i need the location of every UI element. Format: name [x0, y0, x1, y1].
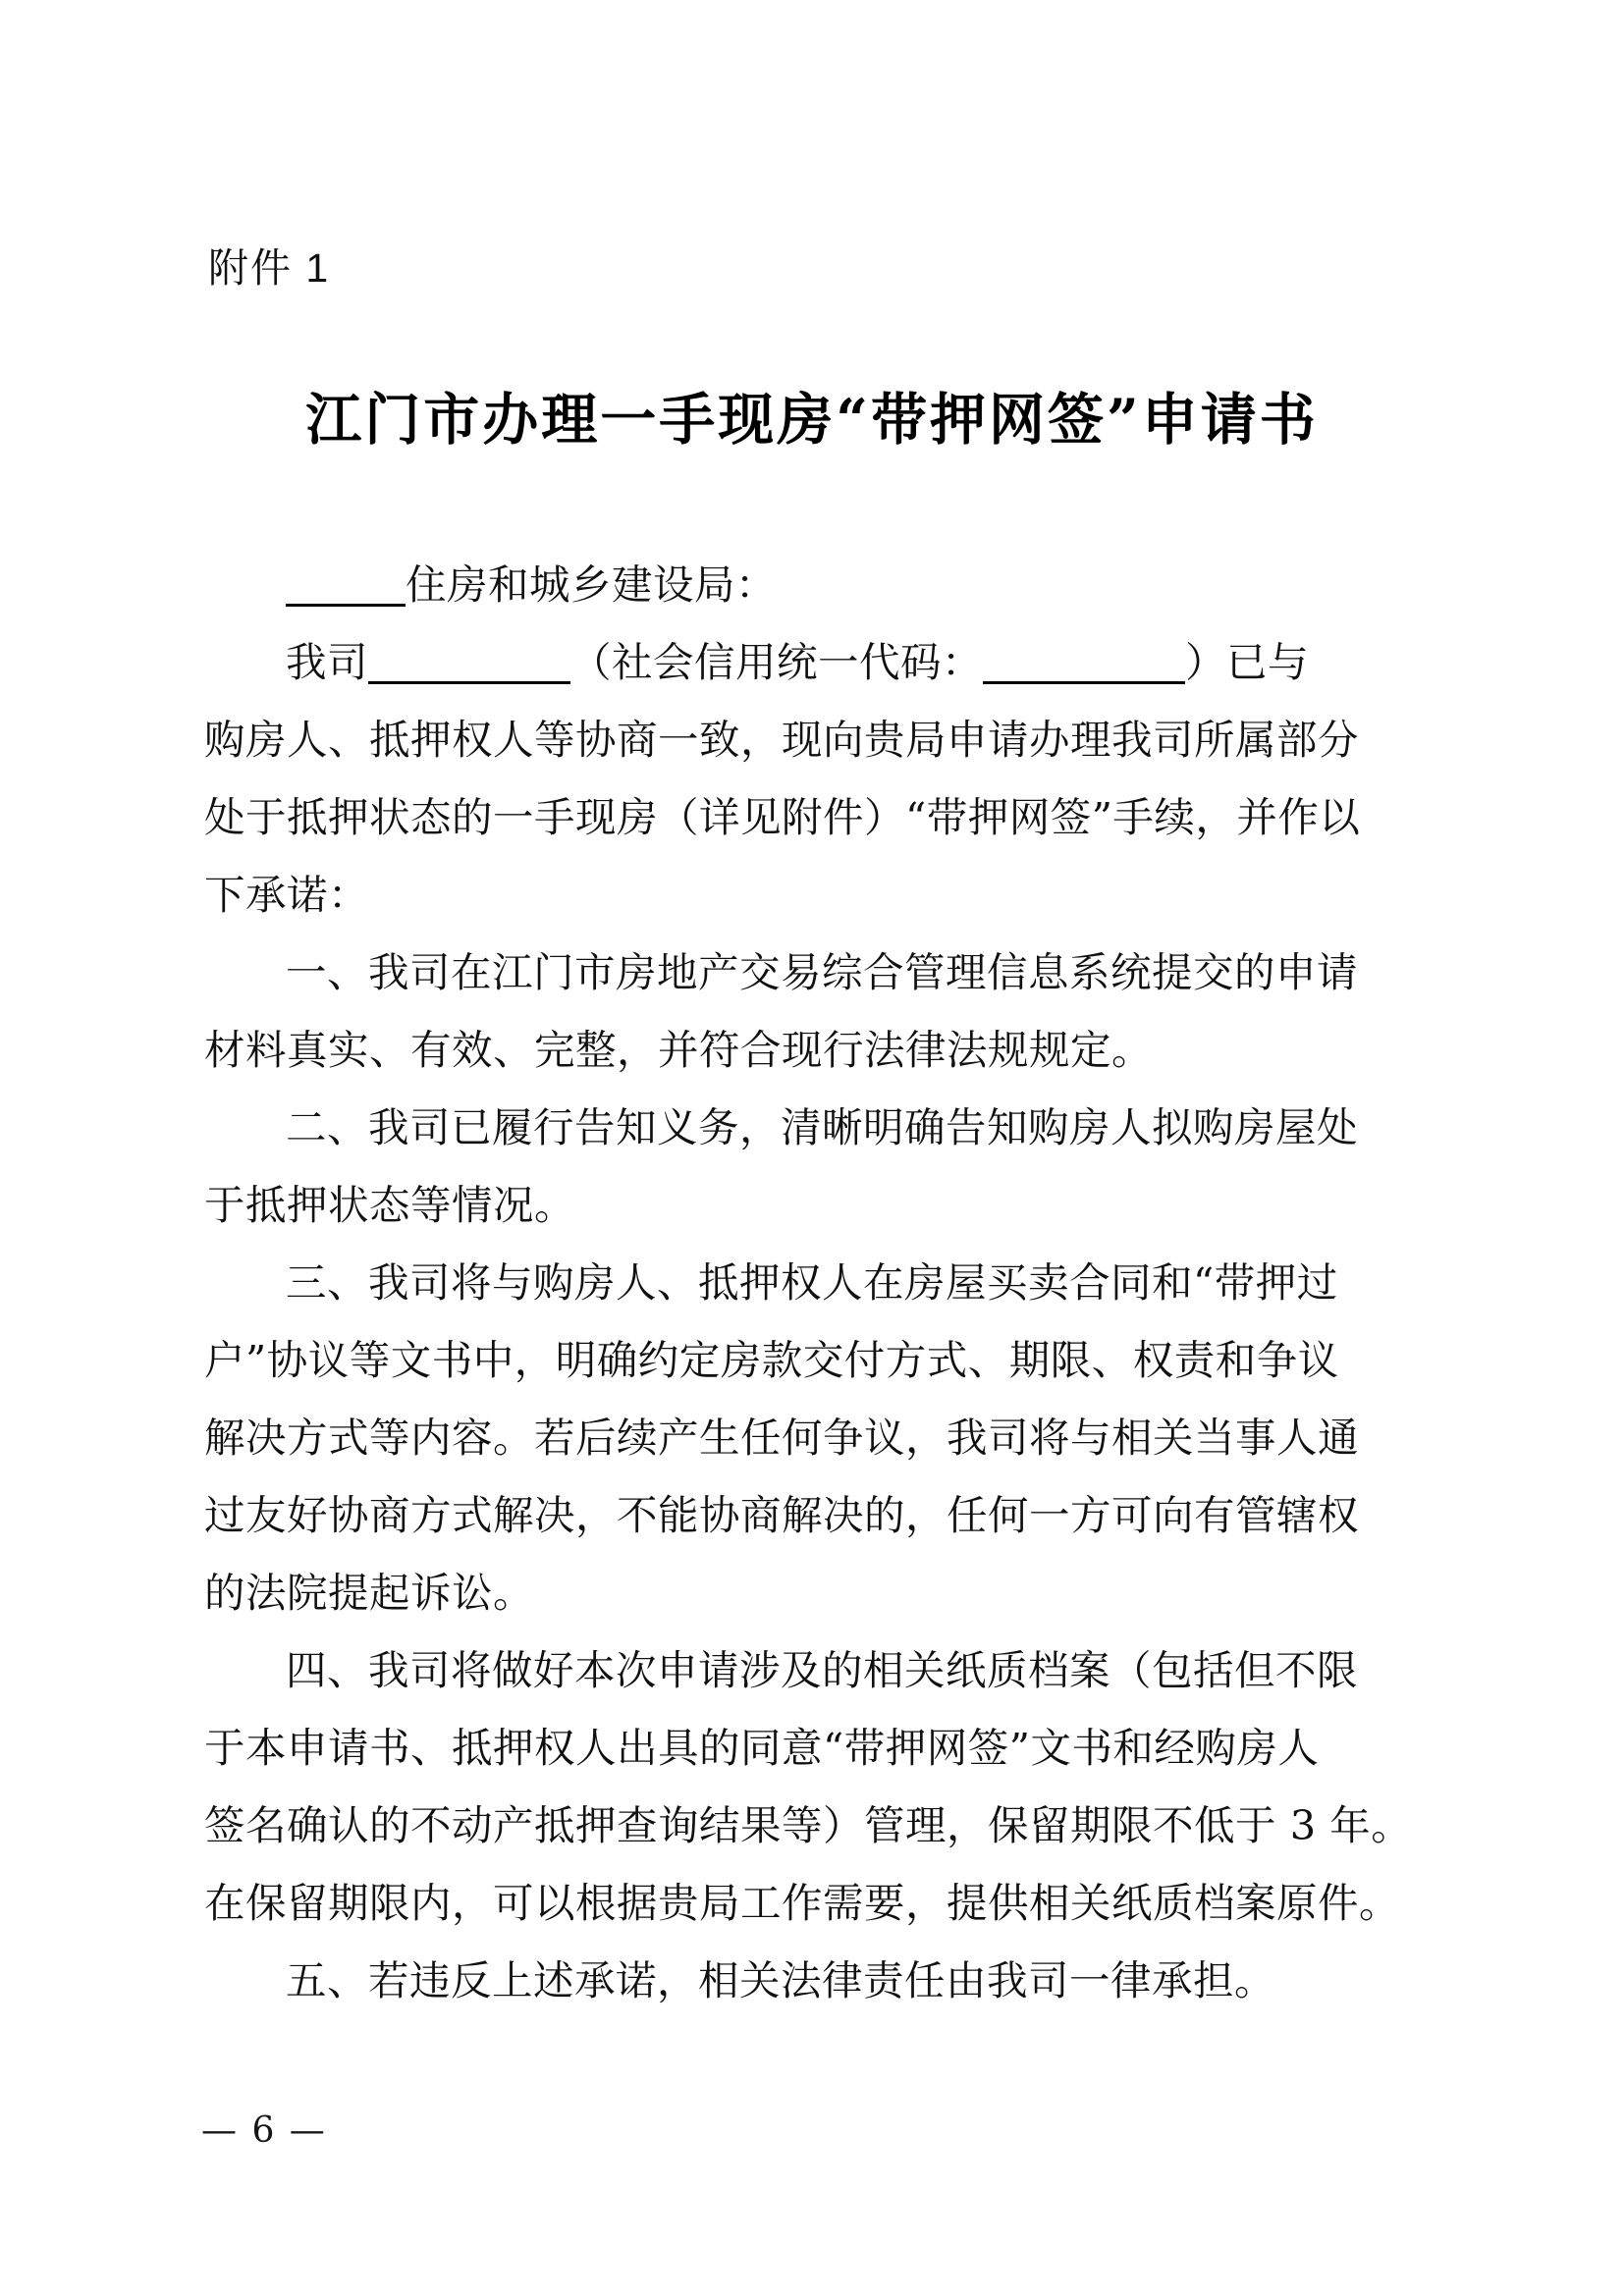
- addressee-blank[interactable]: [286, 570, 406, 607]
- preamble-line-2: 购房人、抵押权人等协商一致，现向贵局申请办理我司所属部分: [204, 716, 1360, 764]
- addressee-text: 住房和城乡建设局：: [406, 561, 778, 609]
- commitment-4-line-3: 签名确认的不动产抵押查询结果等）管理，保留期限不低于 3 年。: [204, 1801, 1413, 1849]
- commitment-4-line-4: 在保留期限内，可以根据贵局工作需要，提供相关纸质档案原件。: [204, 1879, 1401, 1927]
- attachment-label: 附件 1: [208, 245, 331, 291]
- preamble-line-4: 下承诺：: [204, 871, 370, 919]
- credit-code-label: （社会信用统一代码：: [570, 638, 984, 686]
- document-body: [204, 546, 1414, 2019]
- commitment-1-line-2: 材料真实、有效、完整，并符合现行法律法规规定。: [204, 1026, 1154, 1074]
- addressee-line: [204, 546, 1414, 623]
- commitment-3-line-3: 解决方式等内容。若后续产生任何争议，我司将与相关当事人通: [204, 1414, 1360, 1462]
- commitment-5-line-1: 五、若违反上述承诺，相关法律责任由我司一律承担。: [286, 1956, 1276, 2004]
- commitment-1-line-1: 一、我司在江门市房地产交易综合管理信息系统提交的申请: [286, 948, 1359, 996]
- commitment-2-line-2: 于抵押状态等情况。: [204, 1181, 576, 1229]
- page-number: — 6 —: [201, 2110, 327, 2151]
- commitment-3-line-2: 户”协议等文书中，明确约定房款交付方式、期限、权责和争议: [204, 1336, 1339, 1384]
- commitment-3-line-4: 过友好协商方式解决，不能协商解决的，任何一方可向有管辖权: [204, 1491, 1360, 1539]
- company-name-blank[interactable]: [368, 648, 570, 684]
- preamble-line-3: 处于抵押状态的一手现房（详见附件）“带押网签”手续，并作以: [204, 793, 1361, 841]
- commitment-3-line-1: 三、我司将与购房人、抵押权人在房屋买卖合同和“带押过: [286, 1258, 1338, 1307]
- commitment-4-line-2: 于本申请书、抵押权人出具的同意“带押网签”文书和经购房人: [204, 1724, 1320, 1772]
- company-label: 我司: [286, 638, 369, 686]
- page-title: 江门市办理一手现房“带押网签”申请书: [305, 387, 1319, 453]
- preamble-line-1: [204, 623, 1414, 701]
- commitment-2-line-1: 二、我司已履行告知义务，清晰明确告知购房人拟购房屋处: [286, 1103, 1359, 1151]
- commitment-4-line-1: 四、我司将做好本次申请涉及的相关纸质档案（包括但不限: [286, 1646, 1359, 1694]
- commitment-3-line-5: 的法院提起诉讼。: [204, 1569, 535, 1617]
- credit-code-blank[interactable]: [983, 648, 1185, 684]
- preamble-line-1-tail: ）已与: [1185, 638, 1310, 686]
